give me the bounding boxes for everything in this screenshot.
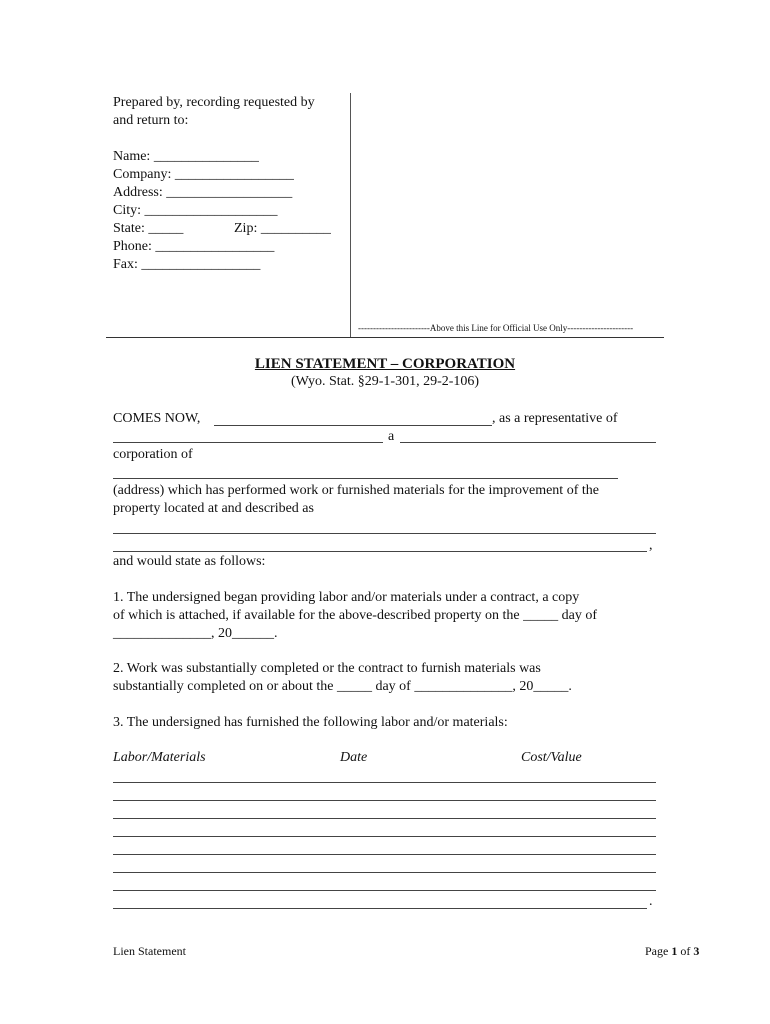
footer-page-number [645,944,699,959]
corporation-address-blank[interactable] [113,478,618,479]
materials-entry-line-5[interactable] [113,854,656,855]
official-use-note: ------------------------Above this Line for Official Use Only---------------------- [358,323,634,333]
header-horizontal-divider [106,337,664,338]
name-field[interactable]: Name: _______________ [113,149,259,164]
column-header-labor-materials: Labor/Materials [113,750,206,765]
paragraph-1-line3: ______________, 20______. [113,626,278,641]
document-title-text: LIEN STATEMENT – CORPORATION [254,356,516,372]
header-vertical-divider [350,93,351,338]
fax-field[interactable]: Fax: _________________ [113,257,261,272]
city-field[interactable]: City: ___________________ [113,203,278,218]
materials-entry-line-3[interactable] [113,818,656,819]
paragraph-1-line1: 1. The undersigned began providing labor and/or materials under a contract, a copy [113,590,580,605]
statute-reference: (Wyo. Stat. §29-1-301, 29-2-106) [290,374,480,389]
company-field[interactable]: Company: _________________ [113,167,294,182]
prepared-by-line1: Prepared by, recording requested by [113,95,315,110]
would-state-text: and would state as follows: [113,554,266,569]
state-field[interactable]: State: _____ [113,221,184,236]
representative-of-label: , as a representative of [492,411,618,426]
zip-field[interactable]: Zip: __________ [234,221,331,236]
page-total: 3 [693,944,700,958]
prepared-by-line2: and return to: [113,113,189,128]
address-field[interactable]: Address: __________________ [113,185,293,200]
page-prefix: Page [645,944,669,958]
document-title [0,356,770,373]
address-text-line2: property located at and described as [113,501,314,516]
property-description-comma: , [649,538,653,553]
corporation-name-blank[interactable] [113,442,383,443]
materials-entry-line-6[interactable] [113,872,656,873]
a-label: a [388,429,395,444]
paragraph-2-line1: 2. Work was substantially completed or the contract to furnish materials was [113,661,541,676]
address-text-line1: (address) which has performed work or furnished materials for the improvement of the [113,483,599,498]
corporation-of-label: corporation of [113,447,193,462]
materials-entry-line-8[interactable] [113,908,647,909]
paragraph-1-line2: of which is attached, if available for the above-described property on the _____ day of [113,608,597,623]
materials-entry-line-7[interactable] [113,890,656,891]
property-description-blank-2[interactable] [113,551,647,552]
representative-name-blank[interactable] [214,425,492,426]
materials-final-period: . [649,894,653,909]
page-of: of [680,944,691,958]
column-header-cost-value: Cost/Value [521,750,582,765]
property-description-blank-1[interactable] [113,533,656,534]
page-current: 1 [671,944,678,958]
materials-entry-line-1[interactable] [113,782,656,783]
materials-entry-line-4[interactable] [113,836,656,837]
comes-now-label: COMES NOW, [113,411,201,426]
footer-document-name: Lien Statement [113,944,186,958]
phone-field[interactable]: Phone: _________________ [113,239,275,254]
paragraph-2-line2: substantially completed on or about the _____ day of ______________, 20_____. [113,679,572,694]
paragraph-3-line1: 3. The undersigned has furnished the following labor and/or materials: [113,715,508,730]
materials-entry-line-2[interactable] [113,800,656,801]
state-of-incorporation-blank[interactable] [400,442,656,443]
column-header-date: Date [340,750,368,765]
